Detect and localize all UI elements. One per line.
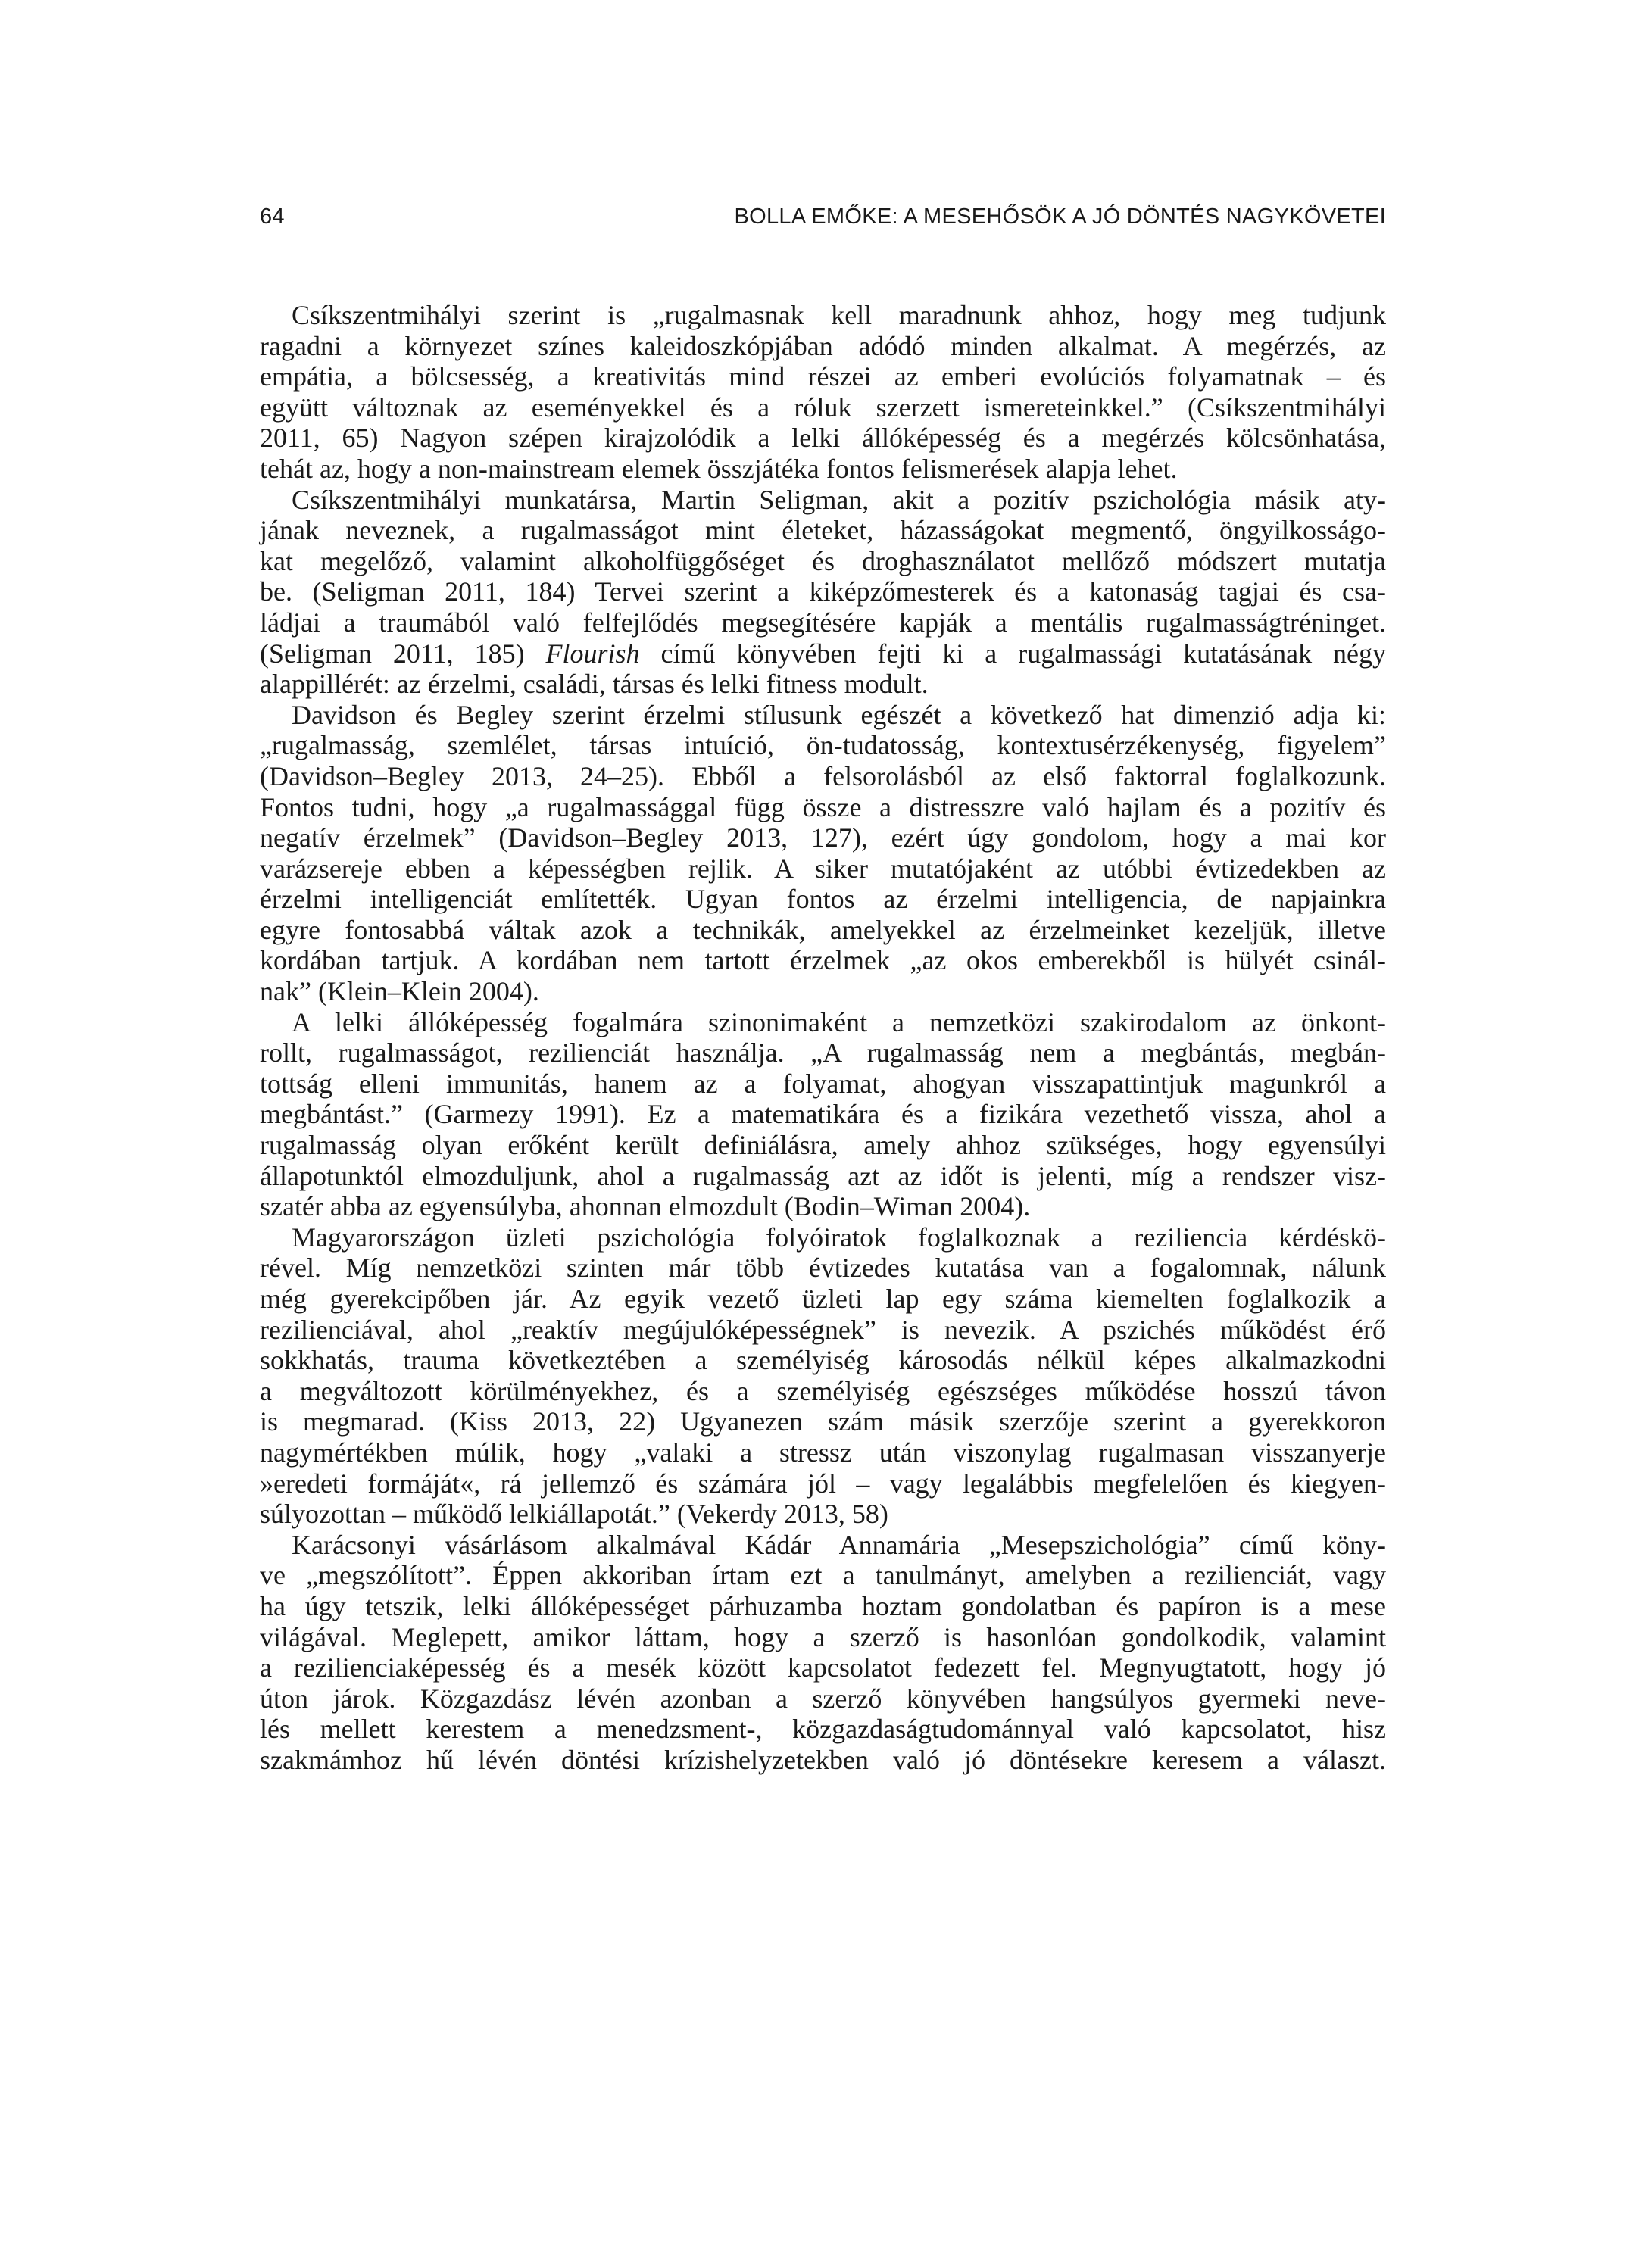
text-line: megbántást.” (Garmezy 1991). Ez a matematikára és a fizikára vezethető vissza, ahol a xyxy=(260,1099,1386,1130)
text-line: a rezilienciaképesség és a mesék között kapcsolatot fedezett fel. Megnyugtatott, hogy jó xyxy=(260,1652,1386,1683)
text-line: állapotunktól elmozduljunk, ahol a rugalmasság azt az időt is jelenti, míg a rendszer visz- xyxy=(260,1160,1386,1191)
text-line: be. (Seligman 2011, 184) Tervei szerint a kiképzőmesterek és a katonaság tagjai és csa- xyxy=(260,576,1386,607)
text-line: nagymértékben múlik, hogy „valaki a stressz után viszonylag rugalmasan visszanyerje xyxy=(260,1437,1386,1468)
text-line: tottság elleni immunitás, hanem az a folyamat, ahogyan visszapattintjuk magunkról a xyxy=(260,1068,1386,1099)
text-line: sokkhatás, trauma következtében a személyiség károsodás nélkül képes alkalmazkodni xyxy=(260,1345,1386,1376)
text-line: kat megelőző, valamint alkoholfüggőséget és droghasználatot mellőző módszert mutatja xyxy=(260,545,1386,576)
text-line: „rugalmasság, szemlélet, társas intuíció, ön-tudatosság, kontextusérzékenység, figyelem” xyxy=(260,730,1386,761)
text-line: rollt, rugalmasságot, rezilienciát használja. „A rugalmasság nem a megbántás, megbán- xyxy=(260,1037,1386,1068)
text-line: még gyerekcipőben jár. Az egyik vezető üzleti lap egy száma kiemelten foglalkozik a xyxy=(260,1284,1386,1314)
text-line: rével. Míg nemzetközi szinten már több évtizedes kutatása van a fogalomnak, nálunk xyxy=(260,1253,1386,1284)
text-line: »eredeti formáját«, rá jellemző és számára jól – vagy legalábbis megfelelően és kiegyen- xyxy=(260,1468,1386,1499)
text-line: ve „megszólított”. Éppen akkoriban írtam ezt a tanulmányt, amelyben a rezilienciát, vagy xyxy=(260,1560,1386,1591)
text-line: is megmarad. (Kiss 2013, 22) Ugyanezen szám másik szerzője szerint a gyerekkoron xyxy=(260,1406,1386,1437)
text-line: Fontos tudni, hogy „a rugalmassággal függ össze a distresszre való hajlam és a pozitív és xyxy=(260,791,1386,822)
running-head xyxy=(260,204,1386,235)
text-line: Csíkszentmihályi munkatársa, Martin Seligman, akit a pozitív pszichológia másik aty- xyxy=(292,484,1386,515)
paragraph-4 xyxy=(260,1007,1386,1222)
text-line: rugalmasság olyan erőként került definiálásra, amely ahhoz szükséges, hogy egyensúlyi xyxy=(260,1130,1386,1161)
text-line: rezilienciával, ahol „reaktív megújulóképességnek” is nevezik. A pszichés működést érő xyxy=(260,1314,1386,1345)
text-line: varázsereje ebben a képességben rejlik. A siker mutatójaként az utóbbi évtizedekben az xyxy=(260,853,1386,884)
text-line: szatér abba az egyensúlyba, ahonnan elmozdult (Bodin–Wiman 2004). xyxy=(260,1191,1031,1222)
text-line: 2011, 65) Nagyon szépen kirajzolódik a lelki állóképesség és a megérzés kölcsönhatása, xyxy=(260,423,1386,454)
text-line: együtt változnak az eseményekkel és a róluk szerzett ismereteinkkel.” (Csíkszentmihályi xyxy=(260,392,1386,423)
text-line: szakmámhoz hű lévén döntési krízishelyzetekben való jó döntésekre keresem a választ. xyxy=(260,1744,1386,1775)
text-line: egyre fontosabbá váltak azok a technikák, amelyekkel az érzelmeinket kezeljük, illetve xyxy=(260,914,1386,945)
text-line: kordában tartjuk. A kordában nem tartott érzelmek „az okos emberekből is hülyét csinál- xyxy=(260,945,1386,976)
text-line: empátia, a bölcsesség, a kreativitás mind részei az emberi evolúciós folyamatnak – és xyxy=(260,361,1386,392)
text-line: negatív érzelmek” (Davidson–Begley 2013, 127), ezért úgy gondolom, hogy a mai kor xyxy=(260,822,1386,853)
text-line: Davidson és Begley szerint érzelmi stílusunk egészét a következő hat dimenzió adja ki: xyxy=(292,699,1386,730)
text-line-start: (Seligman 2011, 185) xyxy=(260,638,546,669)
text-line: lés mellett kerestem a menedzsment-, közgazdaságtudománnyal való kapcsolatot, hisz xyxy=(260,1714,1386,1745)
text-line: jának neveznek, a rugalmasságot mint életeket, házasságokat megmentő, öngyilkosságo- xyxy=(260,515,1386,546)
text-line: Magyarországon üzleti pszichológia folyóiratok foglalkoznak a reziliencia kérdéskö- xyxy=(292,1221,1386,1253)
running-title: BOLLA EMŐKE: A MESEHŐSÖK A JÓ DÖNTÉS NAGYKÖVETEI xyxy=(734,204,1386,229)
text-line: alappillérét: az érzelmi, családi, társas és lelki fitness modult. xyxy=(260,669,929,700)
text-line: ha úgy tetszik, lelki állóképességet párhuzamba hoztam gondolatban és papíron is a mese xyxy=(260,1590,1386,1621)
text-line: (Davidson–Begley 2013, 24–25). Ebből a felsorolásból az első faktorral foglalkozunk. xyxy=(260,760,1386,791)
book-title: Flourish xyxy=(545,638,640,669)
text-line: A lelki állóképesség fogalmára szinonimaként a nemzetközi szakirodalom az önkont- xyxy=(292,1006,1386,1037)
paragraph-2 xyxy=(260,485,1386,700)
body-text xyxy=(260,300,1386,1776)
text-line: a megváltozott körülményekhez, és a személyiség egészséges működése hosszú távon xyxy=(260,1375,1386,1406)
text-line: Csíkszentmihályi szerint is „rugalmasnak kell maradnunk ahhoz, hogy meg tudjunk xyxy=(292,300,1386,330)
text-line: tehát az, hogy a non-mainstream elemek összjátéka fontos felismerések alapja lehet. xyxy=(260,453,1178,484)
text-line: súlyozottan – működő lelkiállapotát.” (Vekerdy 2013, 58) xyxy=(260,1499,888,1530)
paragraph-1 xyxy=(260,300,1386,485)
text-line: úton járok. Közgazdász lévén azonban a szerző könyvében hangsúlyos gyermeki neve- xyxy=(260,1683,1386,1714)
text-line: ragadni a környezet színes kaleidoszkópjában adódó minden alkalmat. A megérzés, az xyxy=(260,330,1386,361)
text-line-end: című könyvében fejti ki a rugalmassági kutatásának négy xyxy=(639,638,1387,669)
text-line: ládjai a traumából való felfejlődés megsegítésére kapják a mentális rugalmasságtréninget. xyxy=(260,607,1386,638)
text-line: nak” (Klein–Klein 2004). xyxy=(260,976,539,1007)
text-line xyxy=(260,638,1386,669)
text-line: érzelmi intelligenciát említették. Ugyan fontos az érzelmi intelligencia, de napjainkra xyxy=(260,884,1386,915)
text-line: Karácsonyi vásárlásom alkalmával Kádár Annamária „Mesepszichológia” című köny- xyxy=(292,1529,1386,1560)
paragraph-3 xyxy=(260,700,1386,1007)
paragraph-5 xyxy=(260,1222,1386,1530)
page-number: 64 xyxy=(260,204,285,229)
text-line: világával. Meglepett, amikor láttam, hogy a szerző is hasonlóan gondolkodik, valamint xyxy=(260,1621,1386,1652)
paragraph-6 xyxy=(260,1530,1386,1776)
